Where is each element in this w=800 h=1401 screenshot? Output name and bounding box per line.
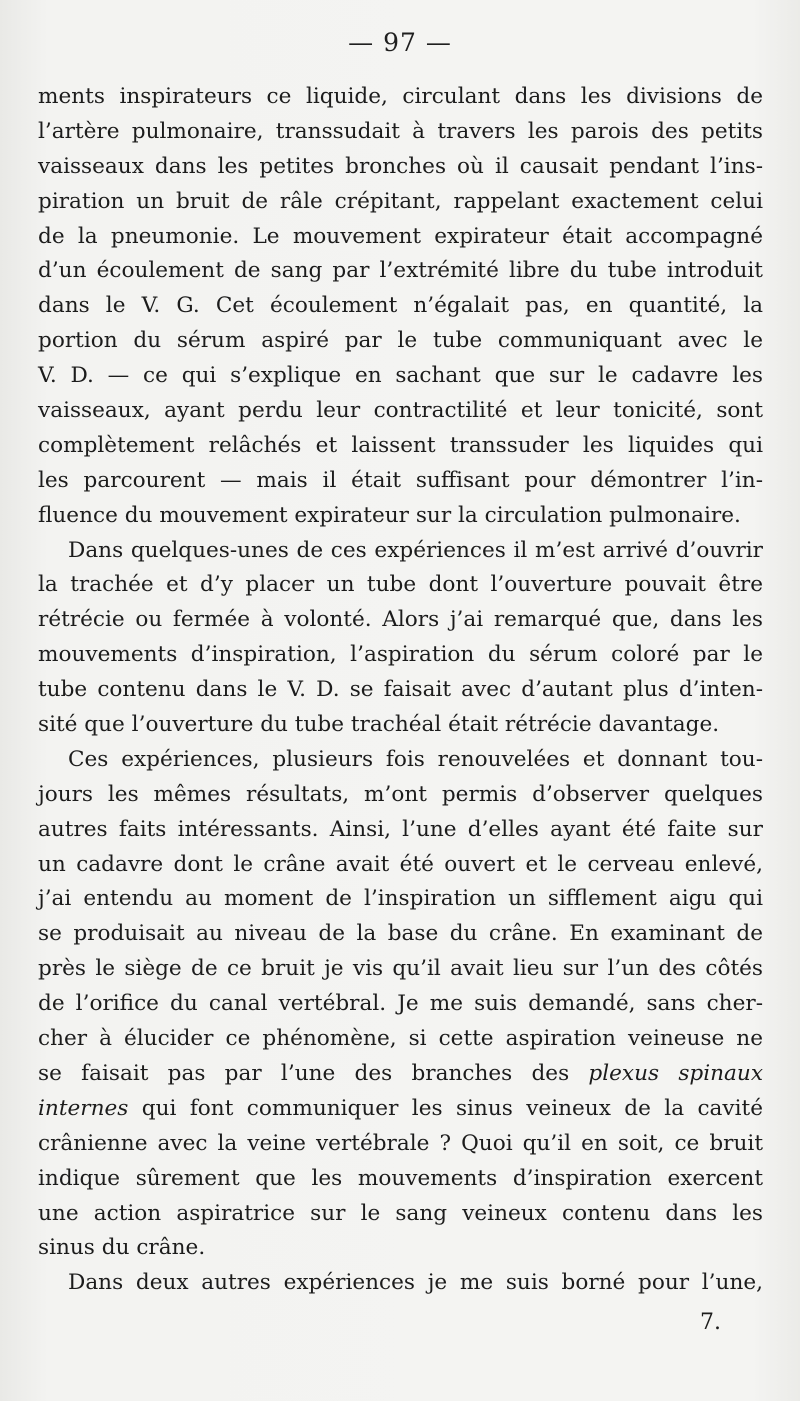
text-line: autres faits intéressants. Ainsi, l’une d’elles ayant été faite sur [38, 816, 763, 842]
text-line: piration un bruit de râle crépitant, rappelant exactement celui [38, 188, 763, 214]
text-line: tube contenu dans le V. D. se faisait avec d’autant plus d’inten- [38, 677, 763, 703]
text-line [38, 1092, 763, 1127]
text-line: jours les mêmes résultats, m’ont permis d’observer quelques [38, 781, 763, 807]
text-line: les parcourent — mais il était suffisant pour démontrer l’in- [38, 467, 763, 493]
text-line: une action aspiratrice sur le sang veineux contenu dans les [38, 1200, 763, 1226]
text-line: fluence du mouvement expirateur sur la circulation pulmonaire. [38, 502, 741, 528]
page-number: — 97 — [348, 28, 452, 57]
text-line: mouvements d’inspiration, l’aspiration du sérum coloré par le [38, 642, 763, 668]
text-line: sinus du crâne. [38, 1235, 206, 1261]
text-line: dans le V. G. Cet écoulement n’égalait pas, en quantité, la [38, 293, 763, 319]
text-line: d’un écoulement de sang par l’extrémité libre du tube introduit [38, 258, 763, 284]
text-line: de l’orifice du canal vertébral. Je me suis demandé, sans cher- [38, 991, 763, 1017]
text-line: ments inspirateurs ce liquide, circulant dans les divisions de [38, 84, 763, 109]
text-fragment: se faisait pas par l’une des branches des [38, 1060, 570, 1086]
text-line: l’artère pulmonaire, transsudait à travers les parois des petits [38, 118, 763, 144]
text-line: j’ai entendu au moment de l’inspiration un sifflement aigu qui [38, 886, 763, 912]
text-line: V. D. — ce qui s’explique en sachant que sur le cadavre les [38, 363, 763, 389]
text-line: complètement relâchés et laissent transsuder les liquides qui [38, 432, 763, 458]
text-line: vaisseaux dans les petites bronches où il causait pendant l’ins- [38, 153, 763, 179]
text-line: Dans quelques-unes de ces expériences il m’est arrivé d’ouvrir [68, 537, 763, 563]
text-line: Dans deux autres expériences je me suis borné pour l’une, [68, 1270, 763, 1296]
text-line: près le siège de ce bruit je vis qu’il avait lieu sur l’un des côtés [38, 956, 763, 982]
body-text [38, 80, 763, 1301]
text-line: Ces expériences, plusieurs fois renouvelées et donnant tou- [68, 746, 763, 772]
text-line: crânienne avec la veine vertébrale ? Quoi qu’il en soit, ce bruit [38, 1130, 763, 1156]
text-line: portion du sérum aspiré par le tube communiquant avec le [38, 328, 763, 354]
text-line: indique sûrement que les mouvements d’inspiration exercent [38, 1165, 763, 1191]
text-line: vaisseaux, ayant perdu leur contractilité et leur tonicité, sont [38, 398, 763, 424]
italic-term: internes [38, 1095, 129, 1121]
signature-mark: 7. [700, 1310, 721, 1335]
text-fragment: qui font communiquer les sinus veineux de la cavité [141, 1095, 763, 1121]
text-line: sité que l’ouverture du tube trachéal était rétrécie davantage. [38, 712, 720, 738]
text-line: cher à élucider ce phénomène, si cette aspiration veineuse ne [38, 1026, 763, 1052]
text-line: un cadavre dont le crâne avait été ouvert et le cerveau enlevé, [38, 851, 763, 877]
text-line: se produisait au niveau de la base du crâne. En examinant de [38, 921, 763, 947]
text-line [38, 1057, 763, 1092]
text-line: la trachée et d’y placer un tube dont l’ouverture pouvait être [38, 572, 763, 598]
italic-term: plexus spinaux [588, 1060, 763, 1086]
text-line: rétrécie ou fermée à volonté. Alors j’ai remarqué que, dans les [38, 607, 763, 633]
text-line: de la pneumonie. Le mouvement expirateur était accompagné [38, 223, 763, 249]
